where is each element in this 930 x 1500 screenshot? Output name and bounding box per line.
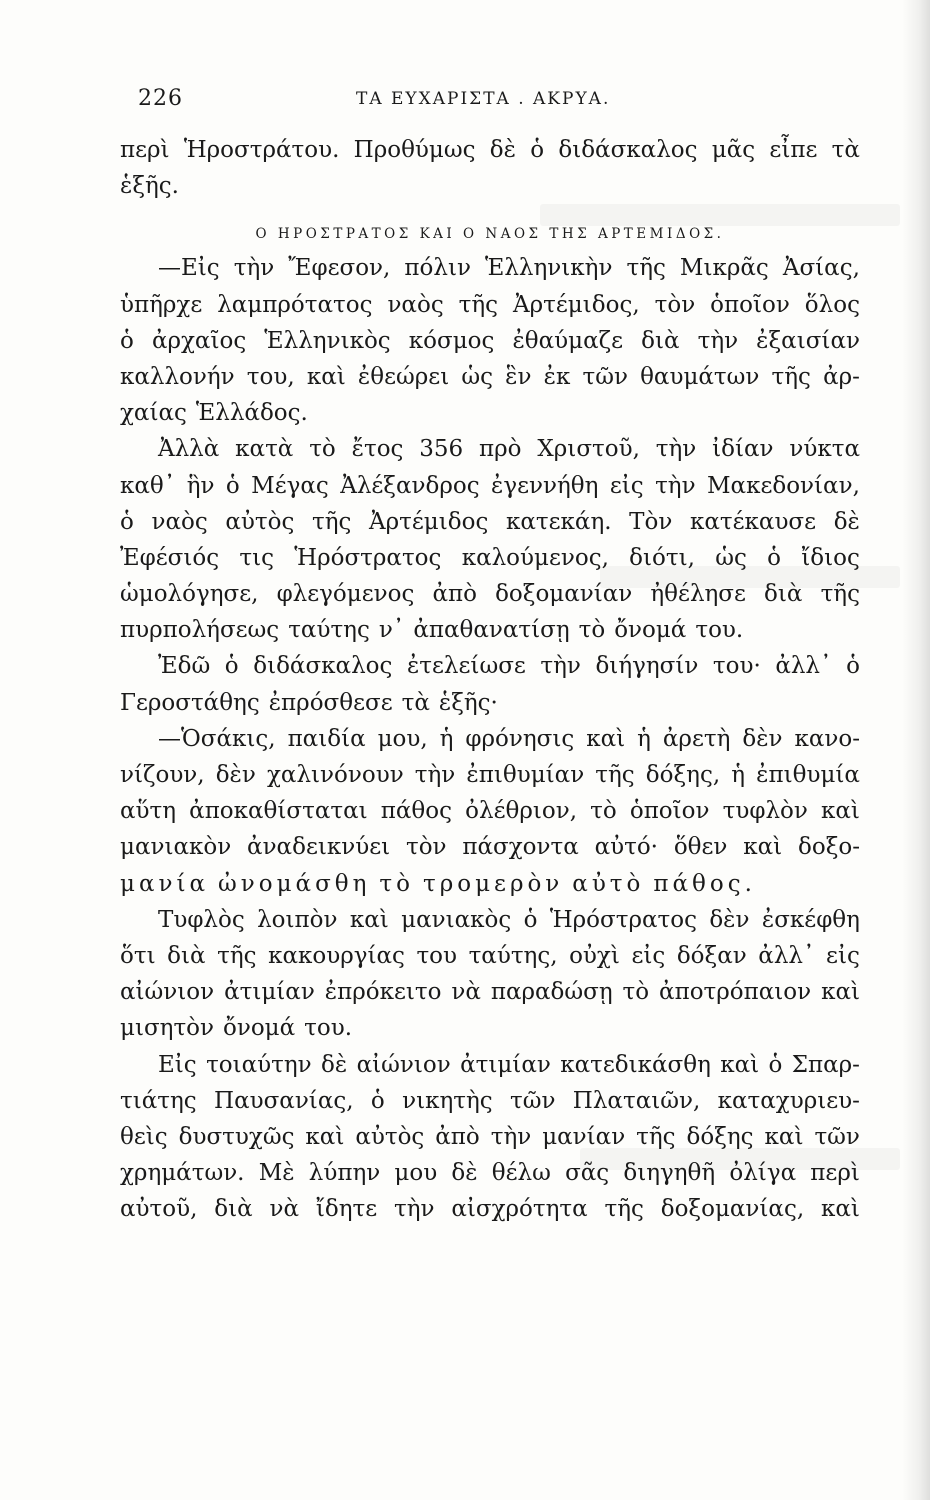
text-line xyxy=(120,721,860,757)
word: ἡ xyxy=(731,762,746,788)
word: πάθος xyxy=(380,798,453,825)
word: κακουργίας xyxy=(268,942,405,969)
word: τὴν xyxy=(697,327,739,354)
word: τὴν xyxy=(233,255,275,282)
word: καὶ xyxy=(743,834,783,861)
word: ἀναδεικνύει xyxy=(247,834,391,861)
word: Ἑλληνικὸς xyxy=(264,327,391,354)
text-line xyxy=(120,395,860,431)
word: τυφλὸν xyxy=(722,798,808,825)
word: Ἀσίας, xyxy=(782,255,860,282)
word: του. xyxy=(695,617,744,644)
word: τῆς xyxy=(458,291,499,318)
word: κατεκάη. xyxy=(505,508,612,535)
word: Μέγας xyxy=(251,472,329,499)
word: ἐτελείωσε xyxy=(406,653,526,680)
word: λοιπὸν xyxy=(257,906,338,933)
word: διηγηθῆ xyxy=(623,1160,716,1187)
word: ὡμολόγησε, xyxy=(120,581,259,608)
word: τῆς xyxy=(820,581,860,608)
word: Γεροστάθης xyxy=(120,689,260,716)
word: διὰ xyxy=(167,942,206,969)
text-line xyxy=(120,902,860,938)
text-line xyxy=(120,793,860,829)
word: μανιακὸν xyxy=(120,834,232,861)
word: ἀπὸ xyxy=(435,1123,480,1150)
word: μᾶς xyxy=(711,137,756,163)
text-line xyxy=(120,1083,860,1119)
word: ἀλλ᾽ xyxy=(758,942,815,969)
word: θεὶς xyxy=(120,1123,168,1150)
word: ὁποῖον xyxy=(629,798,710,825)
word: λύπην xyxy=(308,1160,381,1187)
word: δὲν xyxy=(215,762,256,788)
word: Προθύμως xyxy=(353,137,476,163)
text-line xyxy=(120,1047,860,1083)
word: 356 xyxy=(419,436,464,463)
word: δοξομανίας, xyxy=(660,1196,805,1223)
word: νὰ xyxy=(269,1196,299,1223)
word: καταχυριευ- xyxy=(717,1087,860,1114)
word: μανία xyxy=(120,870,210,897)
word: θαυμάτων xyxy=(640,363,760,390)
word: ἀρχαῖος xyxy=(151,327,247,354)
word: ὡς xyxy=(715,544,747,571)
text-line xyxy=(120,1010,860,1046)
word: ἓν xyxy=(505,363,532,390)
word: τῆς xyxy=(636,1123,676,1150)
word: τοιαύτην xyxy=(206,1051,312,1078)
word: χαίας xyxy=(120,400,187,427)
text-line xyxy=(120,540,860,576)
text-line xyxy=(120,974,860,1010)
word: Χριστοῦ, xyxy=(537,436,640,463)
word: περὶ xyxy=(810,1160,860,1187)
word: ἀπὸ xyxy=(432,581,477,608)
word: ὁ xyxy=(767,544,781,571)
word: ἐπιθυμίαν xyxy=(466,762,585,788)
word: μανιακὸς xyxy=(401,906,512,933)
word: ἐξαισίαν xyxy=(756,327,860,354)
word: ὀλίγα xyxy=(729,1160,797,1187)
page-number: 226 xyxy=(138,86,183,111)
word: διήγησίν xyxy=(595,653,699,680)
word: καὶ xyxy=(720,1051,760,1078)
text-line xyxy=(120,648,860,684)
word: Ἀρτέμιδος, xyxy=(513,291,640,318)
word: Ἐφέσιός xyxy=(120,544,220,571)
word: τιάτης xyxy=(120,1087,197,1114)
word: τῆς xyxy=(604,1196,644,1223)
word: ν᾽ xyxy=(378,617,405,644)
word: ἔτος xyxy=(351,436,404,463)
word: οὐχὶ xyxy=(569,942,620,969)
word: ἐγεννήθη xyxy=(491,472,599,499)
word: δὲν xyxy=(709,906,750,933)
word: τὸ xyxy=(578,617,606,644)
word: μου, xyxy=(377,725,428,752)
text-line xyxy=(120,866,860,902)
word: αὐτό· xyxy=(594,834,658,861)
word: αὐτοῦ, xyxy=(120,1196,198,1223)
word: —Ὁσάκις, xyxy=(158,725,276,752)
word: ἴδητε xyxy=(315,1196,378,1223)
word: Μικρᾶς xyxy=(679,255,769,282)
word: διὰ xyxy=(641,327,680,354)
word: ὁ xyxy=(846,653,860,680)
word: τῆς xyxy=(771,363,811,390)
word: κόσμος xyxy=(408,327,495,354)
word: τὴν xyxy=(490,1123,532,1150)
word: Τὸν xyxy=(629,508,673,535)
word: καὶ xyxy=(305,1123,345,1150)
word: καὶ xyxy=(820,798,860,825)
word: ὅλος xyxy=(804,291,860,318)
word: τῆς xyxy=(626,255,666,282)
word: ἑξῆς· xyxy=(438,689,498,716)
page-header xyxy=(138,86,858,116)
word: τὸν xyxy=(405,834,447,861)
word: ὁ xyxy=(225,472,240,499)
word: δὲ xyxy=(321,1051,348,1078)
word: δόξαν xyxy=(676,942,747,969)
text-line xyxy=(120,1119,860,1155)
word: τὸ xyxy=(622,979,650,1006)
word: αὐτὸς xyxy=(355,1123,425,1150)
word: Σπαρ- xyxy=(791,1051,860,1078)
word: καλλονήν xyxy=(120,363,235,390)
word: εἶπε xyxy=(769,137,818,163)
word: δόξης, xyxy=(645,762,721,788)
word: ναὸς xyxy=(151,508,208,535)
word: τῆς xyxy=(595,762,635,788)
word: ἐκ xyxy=(543,363,571,390)
word: ὠνομάσθη xyxy=(218,870,371,897)
word: —Εἰς xyxy=(158,255,220,282)
word: Τυφλὸς xyxy=(158,906,245,933)
word: ἐσκέφθη xyxy=(761,906,860,933)
word: δοξο- xyxy=(798,834,860,861)
word: ἡ xyxy=(637,725,651,752)
word: εἰς xyxy=(631,942,666,969)
text-line xyxy=(120,132,860,168)
word: ὁ xyxy=(224,653,239,680)
word: ἑξῆς. xyxy=(120,173,179,200)
word: τῶν xyxy=(582,363,628,390)
word: αἰσχρότητα xyxy=(451,1196,588,1223)
word: Ἡροστράτου. xyxy=(183,137,340,163)
word: ἐθεώρει xyxy=(357,363,450,390)
word: τὸν xyxy=(654,291,696,318)
word: λαμπρότατος xyxy=(217,291,373,318)
word: τῆς xyxy=(217,942,257,969)
word: ἡ xyxy=(439,725,454,752)
word: ἐπρόσθεσε xyxy=(268,689,393,716)
text-line xyxy=(120,431,860,467)
word: θέλω xyxy=(491,1160,551,1187)
word: τὸ xyxy=(309,436,336,463)
word: διότι, xyxy=(629,544,695,571)
word: ὁ xyxy=(120,508,134,535)
word: Πλαταιῶν, xyxy=(572,1087,701,1114)
page-edge-shadow xyxy=(902,0,930,1500)
word: φρόνησις xyxy=(465,725,575,752)
word: ὁποῖον xyxy=(710,291,790,318)
word: τὴν xyxy=(655,472,696,499)
word: μισητὸν xyxy=(120,1015,214,1042)
word: καθ᾽ xyxy=(120,472,176,499)
word: ταύτης xyxy=(288,617,370,644)
word: ἀπαθανατίσῃ xyxy=(413,617,570,644)
word: ἀτιμίαν xyxy=(224,979,315,1006)
word: τὴν xyxy=(540,653,581,680)
word: παραδώσῃ xyxy=(490,979,613,1006)
word: ὁ xyxy=(120,327,134,354)
word: δοξομανίαν xyxy=(495,581,633,608)
word: Ἐδῶ xyxy=(158,653,211,680)
text-line xyxy=(120,1155,860,1191)
word: ἠθέλησε xyxy=(650,581,746,608)
word: ἀποτρόπαιον xyxy=(659,979,812,1006)
word: πάθος. xyxy=(653,870,756,897)
word: δὲν xyxy=(742,725,783,752)
word: Ἀρτέμιδος xyxy=(369,508,489,535)
text-line xyxy=(120,250,860,286)
word: ὀλέθριον, xyxy=(465,798,578,825)
word: διὰ xyxy=(214,1196,253,1223)
word: ἐπρόκειτο xyxy=(324,979,442,1006)
word: φλεγόμενος xyxy=(276,581,415,608)
text-line xyxy=(120,168,860,204)
text-line xyxy=(120,829,860,865)
word: αἰώνιον xyxy=(120,979,215,1006)
word: αὐτὸς xyxy=(225,508,295,535)
word: τις xyxy=(239,544,274,571)
word: ὑπῆρχε xyxy=(120,291,203,318)
word: καὶ xyxy=(349,906,389,933)
word: αὐτὸ xyxy=(572,870,645,897)
word: αἰώνιον xyxy=(356,1051,451,1078)
word: τὴν xyxy=(393,1196,435,1223)
word: διδάσκαλος xyxy=(253,653,393,680)
word: νύκτα xyxy=(789,436,860,463)
word: νὰ xyxy=(451,979,481,1006)
word: τὰ xyxy=(831,137,860,163)
word: ἰδίαν xyxy=(712,436,774,463)
word: δυστυχῶς xyxy=(178,1123,295,1150)
word: δὲ xyxy=(451,1160,478,1187)
word: τῆς xyxy=(312,508,352,535)
word: καὶ xyxy=(821,1196,860,1223)
word: Ἡρόστρατος xyxy=(294,544,442,571)
word: τὴν xyxy=(414,762,456,788)
word: εἰς xyxy=(826,942,860,969)
word: δὲ xyxy=(833,508,860,535)
word: καὶ xyxy=(764,1123,804,1150)
word: του xyxy=(416,942,458,969)
word: Ἑλλάδος. xyxy=(195,400,308,427)
word: ὡς xyxy=(461,363,493,390)
word: πάσχοντα xyxy=(462,834,579,861)
word: ὁ xyxy=(370,1087,385,1114)
word: τῶν xyxy=(814,1123,860,1150)
word: ταύτης, xyxy=(468,942,558,969)
word: ἣν xyxy=(186,472,215,499)
word: χρημάτων. xyxy=(120,1160,245,1187)
word: περὶ xyxy=(120,137,170,163)
word: εἰς xyxy=(609,472,644,499)
word: τὰ xyxy=(401,689,430,716)
word: καὶ xyxy=(306,363,346,390)
word: καὶ xyxy=(821,979,860,1006)
word: τὴν xyxy=(655,436,697,463)
word: σᾶς xyxy=(565,1160,610,1187)
word: Μὲ xyxy=(258,1160,295,1187)
word: χαλινόνουν xyxy=(266,762,404,788)
text-line xyxy=(120,576,860,612)
word: παιδία xyxy=(287,725,366,752)
word: αὕτη xyxy=(120,798,177,825)
word: τρομερὸν xyxy=(422,870,564,897)
word: ὅθεν xyxy=(673,834,728,861)
text-line xyxy=(120,1191,860,1227)
word: του, xyxy=(246,363,295,390)
word: Ἀλέξανδρος xyxy=(340,472,480,499)
word: καλούμενος, xyxy=(461,544,609,571)
word: Ἔφεσον, xyxy=(288,255,391,282)
word: δὲ xyxy=(489,137,516,163)
text-line xyxy=(120,468,860,504)
text-line xyxy=(120,504,860,540)
word: κατεδικάσθη xyxy=(560,1051,711,1078)
word: ὅτι xyxy=(120,942,156,969)
word: Παυσανίας, xyxy=(214,1087,354,1114)
word: Ἡρόστρατος xyxy=(549,906,697,933)
word: τὸ xyxy=(379,870,414,897)
word: διδάσκαλος xyxy=(558,137,698,163)
word: Ἀλλὰ xyxy=(158,436,220,463)
word: ἐπιθυμία xyxy=(756,762,860,788)
body-text xyxy=(120,132,860,1227)
word: ὁ xyxy=(768,1051,783,1078)
word: ἀλλ᾽ xyxy=(775,653,832,680)
word: πρὸ xyxy=(479,436,522,463)
word: ἐθαύμαζε xyxy=(512,327,624,354)
word: δόξης xyxy=(686,1123,754,1150)
word: ἀτιμίαν xyxy=(460,1051,551,1078)
word: κατὰ xyxy=(235,436,294,463)
word: ἀρετὴ xyxy=(662,725,731,752)
word: μου xyxy=(394,1160,438,1187)
word: Ἑλληνικὴν xyxy=(485,255,613,282)
text-line xyxy=(120,612,860,648)
word: τὸ xyxy=(590,798,617,825)
running-title: ΤΑ ΕΥΧΑΡΙΣΤΑ . ΑΚΡΥΑ. xyxy=(356,89,611,109)
word: κανο- xyxy=(794,725,860,752)
word: καὶ xyxy=(586,725,626,752)
text-line xyxy=(120,685,860,721)
word: ναὸς xyxy=(387,291,444,318)
word: ὄνομά xyxy=(223,1015,296,1042)
text-line xyxy=(120,287,860,323)
word: Εἰς xyxy=(158,1051,197,1078)
word: ἀποκαθίσταται xyxy=(189,798,368,825)
word: ὁ xyxy=(523,906,538,933)
word: ὄνομά xyxy=(614,617,687,644)
text-line xyxy=(120,323,860,359)
word: νικητὴς xyxy=(402,1087,493,1114)
word: κατέκαυσε xyxy=(689,508,817,535)
word: του· xyxy=(712,653,761,680)
word: νίζουν, xyxy=(120,762,205,788)
word: πυρπολήσεως xyxy=(120,617,280,644)
word: ἴδιος xyxy=(801,544,860,571)
text-line xyxy=(120,359,860,395)
word: διὰ xyxy=(764,581,803,608)
word: του. xyxy=(304,1015,353,1042)
word: τῶν xyxy=(509,1087,556,1114)
word: μανίαν xyxy=(542,1123,626,1150)
word: ὁ xyxy=(530,137,545,163)
text-line xyxy=(120,757,860,793)
word: Μακεδονίαν, xyxy=(706,472,860,499)
section-heading: Ο ΗΡΟΣΤΡΑΤΟΣ ΚΑΙ Ο ΝΑΟΣ ΤΗΣ ΑΡΤΕΜΙΔΟΣ. xyxy=(255,226,725,243)
word: ἀρ- xyxy=(823,363,860,390)
text-line xyxy=(120,938,860,974)
word: πόλιν xyxy=(404,255,471,282)
